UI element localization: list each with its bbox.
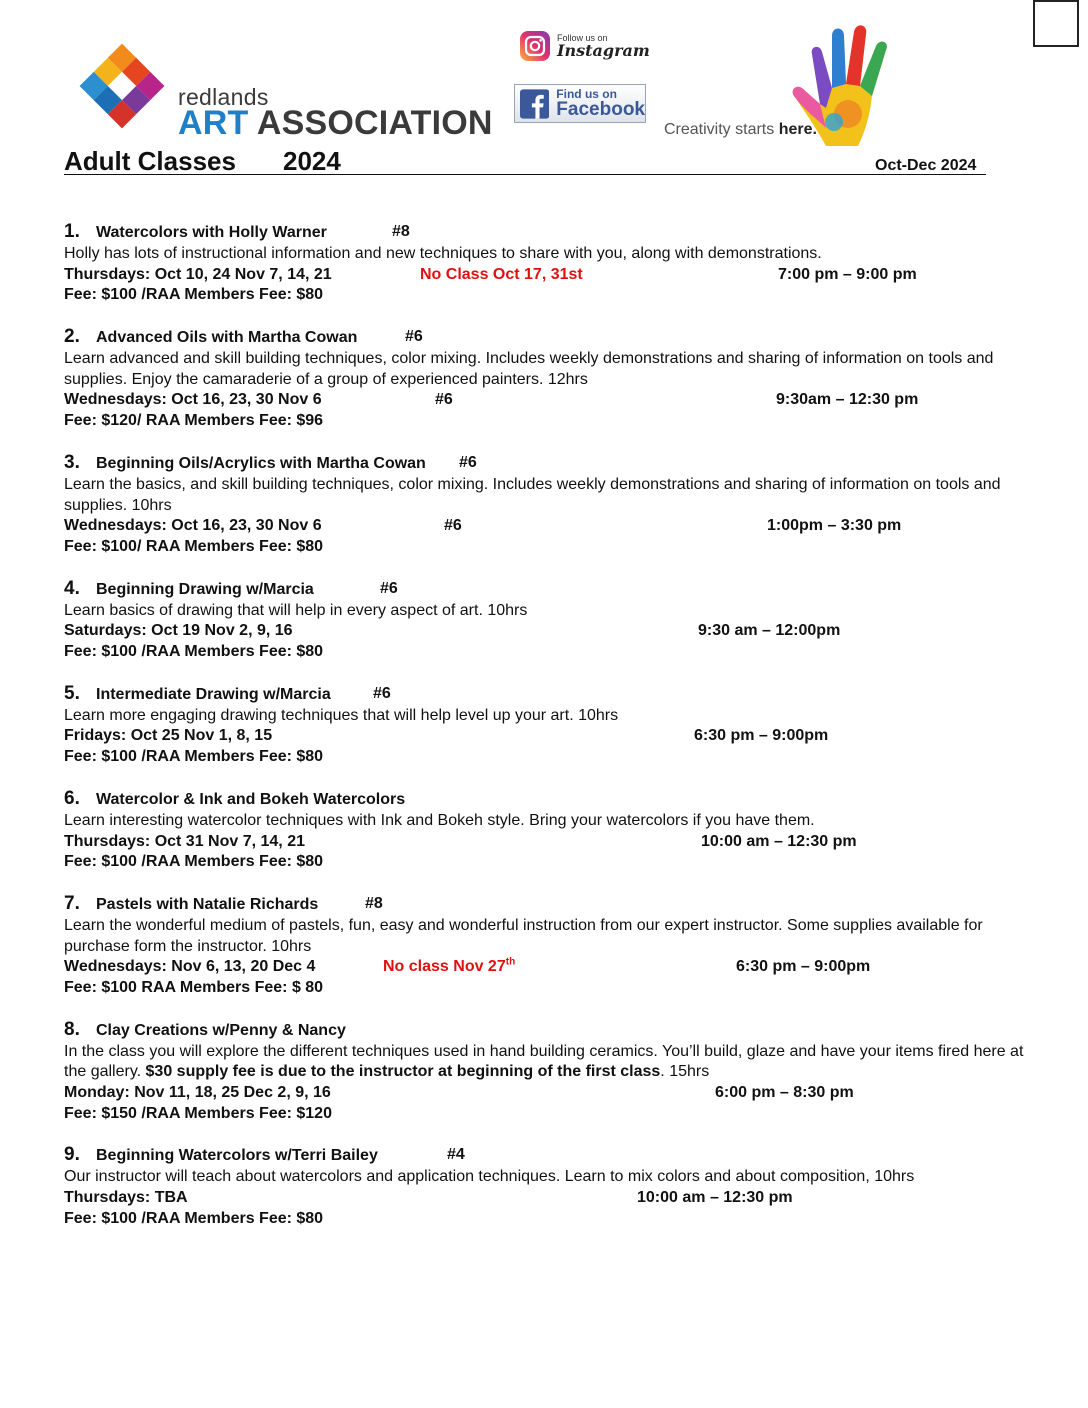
class-session-count-2: #6 <box>435 391 453 409</box>
class-number: 1. <box>64 221 80 242</box>
class-title: Watercolors with Holly Warner <box>96 224 327 241</box>
class-fee: Fee: $100 /RAA Members Fee: $80 <box>64 748 324 766</box>
class-number: 3. <box>64 451 80 473</box>
class-description: Learn the wonderful medium of pastels, fun, easy and wonderful instruction from our expert instructor. Some supplies available for purchase form the instructor. 10hrs <box>64 916 983 955</box>
class-session-count: #8 <box>392 223 410 240</box>
class-schedule: Wednesdays: Nov 6, 13, 20 Dec 4 <box>64 958 316 976</box>
class-title: Clay Creations w/Penny & Nancy <box>96 1021 346 1039</box>
class-note: No Class Oct 17, 31st <box>420 265 583 283</box>
class-note: No class Nov 27th <box>383 956 516 976</box>
class-description: Holly has lots of instructional information and new techniques to share with you, along with demonstrations. <box>64 245 822 262</box>
class-time: 9:30 am – 12:00pm <box>698 622 841 640</box>
class-title: Beginning Drawing w/Marcia <box>96 580 314 598</box>
class-description: Our instructor will teach about watercolors and application techniques. Learn to mix colors and about composition, 10hrs <box>64 1168 915 1186</box>
class-number: 8. <box>64 1018 80 1040</box>
class-schedule: Thursdays: TBA <box>64 1189 188 1207</box>
corner-checkbox <box>1033 0 1079 47</box>
instagram-link[interactable] <box>519 30 650 62</box>
class-title: Beginning Oils/Acrylics with Martha Cowan <box>96 454 426 472</box>
class-time: 6:30 pm – 9:00pm <box>694 727 829 745</box>
raa-logo-icon <box>76 34 168 138</box>
class-schedule: Wednesdays: Oct 16, 23, 30 Nov 6 <box>64 517 322 535</box>
class-item <box>64 894 1044 999</box>
instagram-brand-text: Instagram <box>557 40 650 60</box>
class-description: Learn advanced and skill building techniques, color mixing. Includes weekly demonstrations and sharing of information on tools and supplies. Enjoy the camaraderie of a group of experienced painters. 12hrs <box>64 350 994 388</box>
page-title: Adult Classes <box>64 146 236 176</box>
class-time: 1:00pm – 3:30 pm <box>767 517 902 535</box>
instagram-icon <box>519 30 551 62</box>
class-description: Learn interesting watercolor techniques with Ink and Bokeh style. Bring your watercolors if you have them. <box>64 811 815 829</box>
class-fee: Fee: $100/ RAA Members Fee: $80 <box>64 537 324 555</box>
class-number: 2. <box>64 326 80 348</box>
class-description: In the class you will explore the different techniques used in hand building ceramics. You’ll build, glaze and have your items fired here at the gallery. $30 supply fee is due to the instructor at beginning of the first class. 15hrs <box>64 1042 1024 1081</box>
class-fee: Fee: $150 /RAA Members Fee: $120 <box>64 1104 332 1122</box>
class-item <box>64 327 1044 432</box>
logo-text-redlands: redlands <box>178 84 269 110</box>
page-title-year: 2024 <box>283 146 341 176</box>
class-time: 6:00 pm – 8:30 pm <box>715 1084 854 1102</box>
class-item <box>64 1145 1044 1229</box>
class-number: 6. <box>64 787 80 809</box>
class-schedule: Thursdays: Oct 31 Nov 7, 14, 21 <box>64 832 305 850</box>
class-item <box>64 1020 1044 1125</box>
class-item <box>64 789 1044 873</box>
class-item <box>64 684 1044 768</box>
class-item <box>64 222 1044 306</box>
class-time: 7:00 pm – 9:00 pm <box>778 265 917 283</box>
class-title: Pastels with Natalie Richards <box>96 895 319 913</box>
class-session-count: #6 <box>380 579 398 597</box>
facebook-icon <box>520 89 549 119</box>
facebook-find-text: Find us on <box>556 87 617 101</box>
facebook-link[interactable] <box>514 84 646 123</box>
class-description: Learn the basics, and skill building techniques, color mixing. Includes weekly demonstrations and sharing of information on tools and supplies. 10hrs <box>64 475 1001 514</box>
title-underline <box>64 174 986 175</box>
class-fee: Fee: $100 /RAA Members Fee: $80 <box>64 286 324 304</box>
logo-text-association: ART ASSOCIATION <box>178 104 493 142</box>
class-title: Intermediate Drawing w/Marcia <box>96 685 331 703</box>
class-fee: Fee: $100 /RAA Members Fee: $80 <box>64 853 324 871</box>
class-item <box>64 453 1044 558</box>
class-time: 9:30am – 12:30 pm <box>776 391 919 409</box>
class-list <box>64 222 1044 1251</box>
class-schedule: Thursdays: Oct 10, 24 Nov 7, 14, 21 <box>64 265 332 283</box>
class-fee: Fee: $100 /RAA Members Fee: $80 <box>64 643 324 661</box>
class-time: 10:00 am – 12:30 pm <box>701 832 857 850</box>
class-session-count: #6 <box>405 328 423 346</box>
class-session-count: #6 <box>373 684 391 702</box>
class-time: 10:00 am – 12:30 pm <box>637 1189 793 1207</box>
class-session-count: #4 <box>447 1146 465 1164</box>
class-fee: Fee: $100 /RAA Members Fee: $80 <box>64 1209 324 1227</box>
class-description: Learn more engaging drawing techniques that will help level up your art. 10hrs <box>64 706 619 724</box>
class-schedule: Monday: Nov 11, 18, 25 Dec 2, 9, 16 <box>64 1084 331 1102</box>
class-number: 5. <box>64 682 80 704</box>
class-session-count-2: #6 <box>444 517 462 535</box>
class-schedule: Wednesdays: Oct 16, 23, 30 Nov 6 <box>64 391 322 409</box>
class-description: Learn basics of drawing that will help in every aspect of art. 10hrs <box>64 601 528 619</box>
class-title: Watercolor & Ink and Bokeh Watercolors <box>96 790 406 808</box>
class-session-count: #8 <box>365 894 383 912</box>
class-time: 6:30 pm – 9:00pm <box>736 958 871 976</box>
instagram-follow-text: Follow us on <box>557 32 608 43</box>
tagline: Creativity starts here. <box>664 121 817 138</box>
class-title: Beginning Watercolors w/Terri Bailey <box>96 1147 378 1165</box>
class-session-count: #6 <box>459 453 477 471</box>
class-title: Advanced Oils with Martha Cowan <box>96 329 358 347</box>
facebook-brand-text: Facebook <box>556 99 645 120</box>
date-range: Oct-Dec 2024 <box>875 157 977 174</box>
class-item <box>64 579 1044 663</box>
class-fee: Fee: $120/ RAA Members Fee: $96 <box>64 412 324 430</box>
class-number: 9. <box>64 1144 80 1166</box>
class-number: 4. <box>64 577 80 599</box>
class-schedule: Fridays: Oct 25 Nov 1, 8, 15 <box>64 727 273 745</box>
class-number: 7. <box>64 892 80 914</box>
class-fee: Fee: $100 RAA Members Fee: $ 80 <box>64 978 324 996</box>
class-schedule: Saturdays: Oct 19 Nov 2, 9, 16 <box>64 622 293 640</box>
